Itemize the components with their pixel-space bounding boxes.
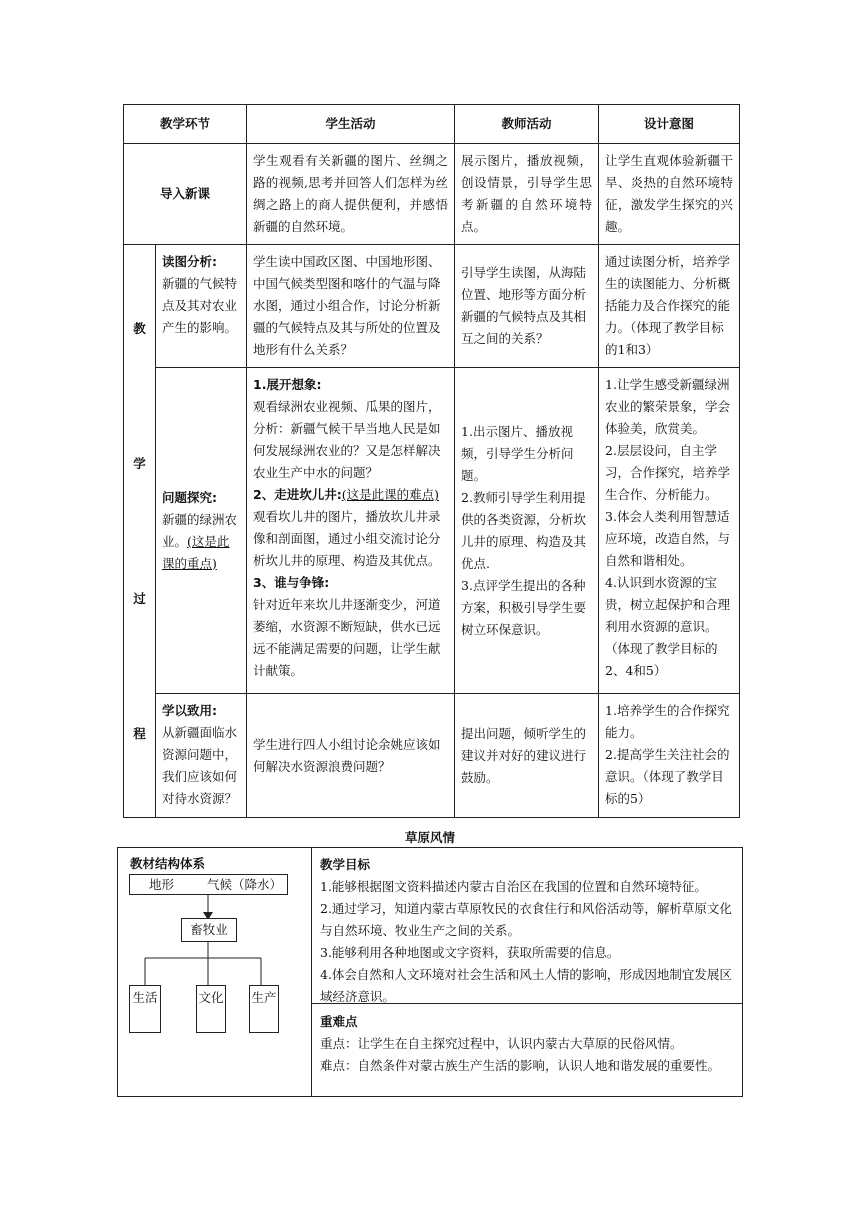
inquiry-intent-2: 2.层层设问，自主学习，合作探究，培养学生合作、分析能力。 — [605, 443, 731, 502]
inquiry-step3-text: 针对近年来坎儿井逐渐变少，河道萎缩，水资源不断短缺，供水已远远不能满足需要的问题，让学生献计献策。 — [253, 597, 441, 678]
header-student: 学生活动 — [247, 105, 455, 144]
key-points-panel — [312, 1005, 742, 1096]
branch-life: 生活 — [129, 985, 161, 1033]
inquiry-step2-emphasis: (这是此课的难点) — [341, 487, 439, 502]
apply-student: 学生进行四人小组讨论余姚应该如何解决水资源浪费问题？ — [247, 694, 455, 818]
inquiry-teacher — [455, 368, 599, 694]
map-analysis-title: 读图分析: — [162, 254, 217, 269]
apply-topic: 从新疆面临水资源问题中，我们应该如何对待水资源？ — [162, 725, 238, 806]
intro-student: 学生观看有关新疆的图片、丝绸之路的视频,思考并回答人们怎样为丝绸之路上的商人提供便利，并感悟新疆的自然环境。 — [247, 144, 455, 245]
intro-intent: 让学生直观体验新疆干旱、炎热的自然环境特征，激发学生探究的兴趣。 — [599, 144, 740, 245]
process-label — [124, 245, 156, 818]
intro-row — [124, 144, 740, 245]
map-analysis-teacher: 引导学生读图，从海陆位置、地形等方面分析新疆的气候特点及其相互之间的关系？ — [455, 245, 599, 368]
apply-intent — [599, 694, 740, 818]
lesson-plan-table — [123, 104, 740, 818]
inquiry-step2-text: 观看坎儿井的图片，播放坎儿井录像和剖面图，通过小组交流讨论分析坎儿井的原理、构造及其优点。 — [253, 509, 441, 568]
apply-title: 学以致用: — [162, 703, 217, 718]
inquiry-stage — [156, 368, 247, 694]
difficult-point: 难点：自然条件对蒙古族生产生活的影响，认识人地和谐发展的重要性。 — [320, 1058, 721, 1073]
inquiry-intent — [599, 368, 740, 694]
inquiry-step2-title: 2、走进坎儿井: — [253, 487, 342, 502]
header-teacher: 教师活动 — [455, 105, 599, 144]
inquiry-teacher-1: 1.出示图片、播放视频，引导学生分析问题。 — [461, 423, 574, 483]
goals-heading: 教学目标 — [320, 857, 371, 872]
header-row — [124, 105, 740, 144]
apply-intent-1: 1.培养学生的合作探究能力。 — [605, 703, 730, 740]
inquiry-title: 问题探究: — [162, 489, 217, 505]
factors-box — [129, 874, 288, 895]
branch-culture: 文化 — [196, 985, 226, 1033]
inquiry-teacher-2: 2.教师引导学生利用提供的各类资源，分析坎儿井的原理、构造及其优点. — [461, 489, 587, 571]
process-char-3: 过 — [133, 590, 146, 606]
inquiry-intent-1: 1.让学生感受新疆绿洲农业的繁荣景象，学会体验美，欣赏美。 — [605, 377, 731, 436]
process-char-4: 程 — [133, 725, 146, 741]
inquiry-topic: 新疆的绿洲农业。 — [162, 511, 238, 549]
inquiry-row — [124, 368, 740, 694]
structure-heading: 教材结构体系 — [130, 856, 206, 871]
goals-panel — [312, 848, 742, 1004]
apply-stage — [156, 694, 247, 818]
map-analysis-intent: 通过读图分析，培养学生的读图能力、分析概括能力及合作探究的能力。（体现了教学目标的1和3） — [599, 245, 740, 368]
header-intent: 设计意图 — [599, 105, 740, 144]
header-stage: 教学环节 — [124, 105, 247, 144]
goal-2: 2.通过学习，知道内蒙古草原牧民的衣食住行和风俗活动等，解析草原文化与自然环境、牧业生产之间的关系。 — [320, 901, 732, 938]
center-box: 畜牧业 — [181, 918, 237, 942]
inquiry-step1-title: 1.展开想象: — [253, 377, 322, 392]
map-analysis-student: 学生读中国政区图、中国地形图、中国气候类型图和喀什的气温与降水图，通过小组合作，讨论分析新疆的气候特点及其与所处的位置及地形有什么关系？ — [247, 245, 455, 368]
goal-3: 3.能够利用各种地图或文字资料，获取所需要的信息。 — [320, 945, 620, 960]
map-analysis-topic: 新疆的气候特点及其对农业产生的影响。 — [162, 276, 238, 335]
process-char-1: 教 — [133, 320, 146, 336]
apply-intent-2: 2.提高学生关注社会的意识。（体现了教学目标的5） — [605, 747, 730, 806]
process-char-2: 学 — [133, 455, 146, 471]
factor-climate: 气候（降水） — [207, 877, 283, 892]
structure-panel — [118, 848, 312, 1096]
branch-production: 生产 — [249, 985, 279, 1033]
inquiry-intent-3: 3.体会人类利用智慧适应环境，改造自然，与自然和谐相处。 — [605, 509, 731, 568]
intro-stage: 导入新课 — [124, 144, 247, 245]
map-analysis-stage — [156, 245, 247, 368]
goal-1: 1.能够根据图文资料描述内蒙古自治区在我国的位置和自然环境特征。 — [320, 879, 707, 894]
map-analysis-row — [124, 245, 740, 368]
apply-teacher: 提出问题，倾听学生的建议并对好的建议进行鼓励。 — [455, 694, 599, 818]
section-title: 草原风情 — [404, 830, 455, 845]
grassland-overview — [117, 847, 743, 1097]
inquiry-step1-text: 观看绿洲农业视频、瓜果的图片，分析：新疆气候干旱当地人民是如何发展绿洲农业的？又是怎样解决农业生产中水的问题？ — [253, 399, 441, 480]
inquiry-topic-emphasis: (这是此课的重点) — [162, 533, 230, 571]
inquiry-teacher-3: 3.点评学生提出的各种方案，积极引导学生要树立环保意识。 — [461, 577, 587, 637]
key-point: 重点：让学生在自主探究过程中，认识内蒙古大草原的民俗风情。 — [320, 1036, 683, 1051]
key-points-heading: 重难点 — [320, 1014, 358, 1029]
right-panel — [312, 848, 742, 1096]
factor-terrain: 地形 — [149, 877, 175, 892]
inquiry-step3-title: 3、谁与争锋: — [253, 575, 330, 590]
inquiry-student — [247, 368, 455, 694]
apply-row — [124, 694, 740, 818]
inquiry-intent-4: 4.认识到水资源的宝贵，树立起保护和合理利用水资源的意识。（体现了教学目标的2、4和5） — [605, 575, 731, 678]
goal-4: 4.体会自然和人文环境对社会生活和风土人情的影响，形成因地制宜发展区域经济意识。 — [320, 967, 732, 1004]
intro-teacher: 展示图片，播放视频，创设情景，引导学生思考新疆的自然环境特点。 — [455, 144, 599, 245]
